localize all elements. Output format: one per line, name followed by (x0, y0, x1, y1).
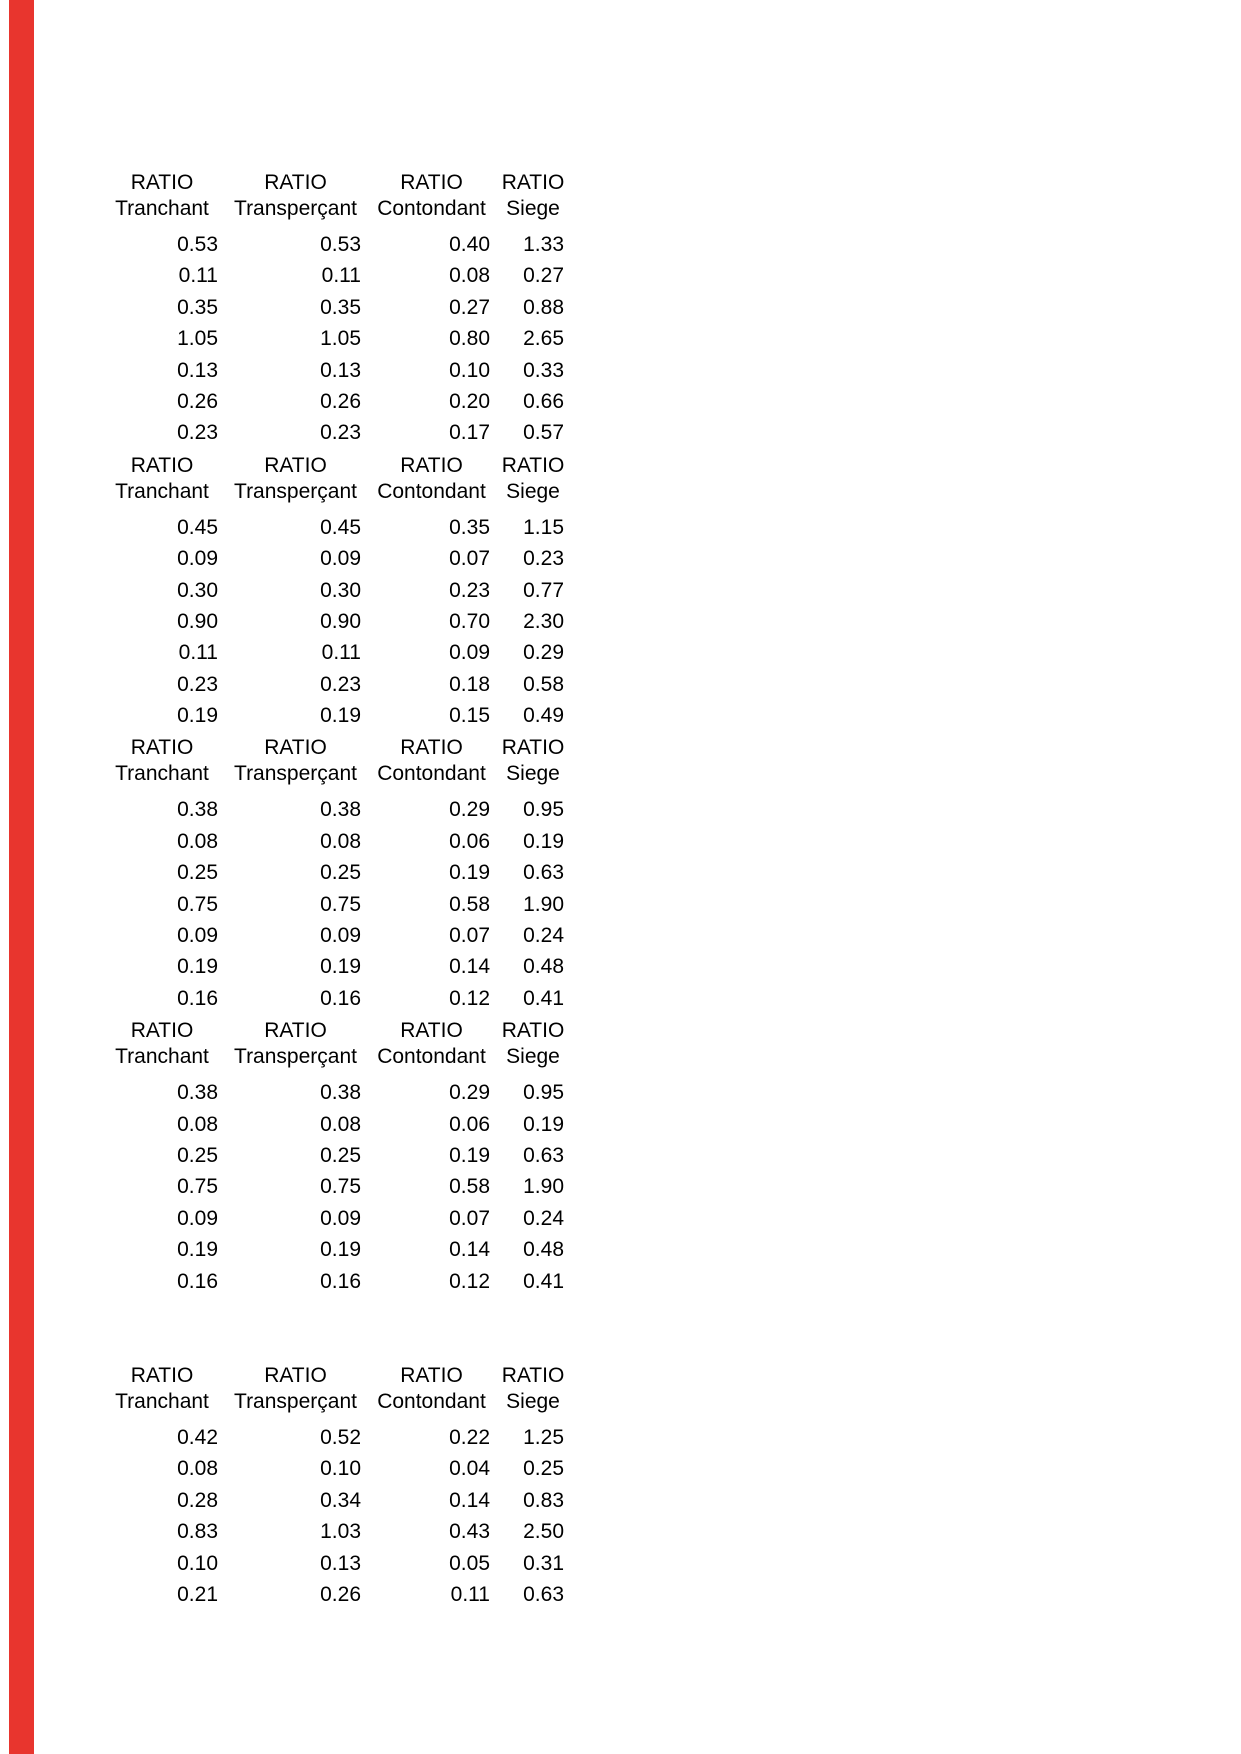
column-header (367, 1363, 496, 1422)
ratio-value-cell: 0.08 (449, 264, 490, 288)
ratio-value-cell: 0.16 (177, 1269, 218, 1293)
ratio-value-cell: 0.09 (449, 641, 490, 665)
column-header-type-label: Contondant (377, 197, 486, 220)
column-header-ratio-label: RATIO (130, 1363, 194, 1387)
ratio-value-cell: 0.19 (320, 704, 361, 728)
ratio-value-cell: 0.75 (177, 892, 218, 916)
ratio-value-cell: 0.90 (177, 609, 218, 633)
ratio-value-cell: 0.07 (449, 547, 490, 571)
ratio-value-cell: 0.45 (320, 515, 361, 539)
ratio-value-cell: 0.19 (449, 861, 490, 885)
ratio-value-cell: 2.50 (523, 1520, 564, 1544)
ratio-value-cell: 0.43 (449, 1520, 490, 1544)
column-header-type-label: Transperçant (234, 762, 357, 786)
ratio-value-cell: 1.05 (320, 327, 361, 351)
ratio-value-cell: 0.34 (320, 1488, 361, 1512)
ratio-table-block (100, 453, 570, 732)
ratio-value-cell: 0.23 (177, 421, 218, 445)
column-header-type-label: Contondant (377, 479, 486, 503)
ratio-value-cell: 0.10 (320, 1457, 361, 1481)
column-header (496, 170, 570, 229)
ratio-value-cell: 0.16 (177, 986, 218, 1010)
column-header-ratio-label: RATIO (501, 736, 565, 760)
ratio-value-cell: 0.26 (320, 389, 361, 413)
column-header-ratio-label: RATIO (130, 736, 194, 760)
ratio-value-cell: 0.35 (449, 515, 490, 539)
column-header (100, 453, 224, 512)
ratio-value-cell: 0.41 (523, 1269, 564, 1293)
ratio-value-cell: 0.88 (523, 295, 564, 319)
ratio-table-block (100, 1018, 570, 1297)
ratio-value-cell: 0.23 (320, 672, 361, 696)
ratio-value-cell: 0.30 (320, 578, 361, 602)
ratio-value-cell: 0.52 (320, 1425, 361, 1449)
ratio-value-cell: 0.29 (449, 1081, 490, 1105)
ratio-value-cell: 0.66 (523, 389, 564, 413)
column-header (100, 1363, 224, 1422)
ratio-value-cell: 0.11 (178, 641, 218, 665)
ratio-value-cell: 0.08 (177, 1112, 218, 1136)
ratio-value-cell: 0.35 (177, 295, 218, 319)
ratio-value-cell: 0.63 (523, 1143, 564, 1167)
column-header-type-label: Transperçant (234, 1045, 357, 1069)
ratio-value-cell: 0.04 (449, 1457, 490, 1481)
column-header-ratio-label: RATIO (264, 453, 327, 477)
ratio-value-cell: 0.17 (449, 421, 490, 445)
column-header (496, 453, 570, 512)
ratio-value-cell: 0.08 (320, 829, 361, 853)
ratio-value-cell: 0.13 (177, 358, 218, 382)
column-header (100, 735, 224, 794)
ratio-value-cell: 0.26 (177, 389, 218, 413)
column-header (100, 170, 224, 229)
ratio-value-cell: 0.24 (523, 1206, 564, 1230)
ratio-value-cell: 0.95 (523, 798, 564, 822)
ratio-value-cell: 0.25 (320, 1143, 361, 1167)
ratio-value-cell: 0.83 (177, 1520, 218, 1544)
ratio-value-cell: 1.05 (177, 327, 218, 351)
column-header-ratio-label: RATIO (264, 1363, 327, 1387)
ratio-value-cell: 0.19 (177, 1238, 218, 1262)
ratio-value-cell: 0.40 (449, 233, 490, 256)
ratio-value-cell: 0.31 (523, 1551, 564, 1575)
column-header (224, 170, 367, 229)
column-header-ratio-label: RATIO (400, 1019, 463, 1043)
ratio-value-cell: 0.38 (320, 1081, 361, 1105)
ratio-value-cell: 0.06 (449, 1112, 490, 1136)
column-header (224, 735, 367, 794)
ratio-value-cell: 1.15 (523, 515, 564, 539)
ratio-value-cell: 0.09 (320, 1206, 361, 1230)
ratio-value-cell: 0.09 (177, 547, 218, 571)
column-header-type-label: Tranchant (115, 479, 209, 503)
ratio-value-cell: 0.07 (449, 924, 490, 948)
ratio-value-cell: 0.42 (177, 1425, 218, 1449)
column-header (496, 735, 570, 794)
ratio-value-cell: 0.09 (177, 1206, 218, 1230)
ratio-value-cell: 0.49 (523, 704, 564, 728)
ratio-value-cell: 0.19 (320, 1238, 361, 1262)
column-header-type-label: Siege (506, 479, 560, 503)
ratio-value-cell: 0.19 (320, 955, 361, 979)
ratio-value-cell: 0.38 (320, 798, 361, 822)
ratio-table-block (100, 735, 570, 1014)
ratio-value-cell: 1.03 (320, 1520, 361, 1544)
ratio-value-cell: 0.58 (449, 892, 490, 916)
ratio-value-cell: 0.38 (177, 798, 218, 822)
ratio-value-cell: 0.75 (320, 1175, 361, 1199)
ratio-value-cell: 0.18 (449, 672, 490, 696)
ratio-value-cell: 0.63 (523, 1582, 564, 1606)
column-header-type-label: Siege (506, 1045, 560, 1069)
ratio-value-cell: 0.63 (523, 861, 564, 885)
ratio-value-cell: 0.83 (523, 1488, 564, 1512)
ratio-value-cell: 0.57 (523, 421, 564, 445)
ratio-value-cell: 0.48 (523, 1238, 564, 1262)
ratio-value-cell: 0.29 (523, 641, 564, 665)
column-header-ratio-label: RATIO (501, 1363, 565, 1387)
ratio-value-cell: 0.11 (321, 641, 361, 665)
ratio-value-cell: 1.90 (523, 1175, 564, 1199)
ratio-value-cell: 0.12 (449, 986, 490, 1010)
column-header-type-label: Transperçant (234, 479, 357, 503)
ratio-value-cell: 1.90 (523, 892, 564, 916)
column-header (496, 1363, 570, 1422)
column-header-ratio-label: RATIO (501, 1019, 565, 1043)
ratio-value-cell: 0.19 (449, 1143, 490, 1167)
column-header-type-label: Contondant (377, 1389, 486, 1413)
ratio-value-cell: 0.27 (523, 264, 564, 288)
column-header-type-label: Transperçant (234, 197, 357, 220)
ratio-value-cell: 0.90 (320, 609, 361, 633)
column-header-type-label: Tranchant (115, 1045, 209, 1069)
column-header (224, 1363, 367, 1422)
ratio-value-cell: 0.21 (177, 1582, 218, 1606)
column-header (367, 1018, 496, 1077)
ratio-value-cell: 0.24 (523, 924, 564, 948)
ratio-value-cell: 0.10 (449, 358, 490, 382)
ratio-value-cell: 0.19 (523, 829, 564, 853)
ratio-value-cell: 0.80 (449, 327, 490, 351)
ratio-value-cell: 0.27 (449, 295, 490, 319)
ratio-value-cell: 0.15 (449, 704, 490, 728)
ratio-value-cell: 0.16 (320, 986, 361, 1010)
ratio-value-cell: 0.19 (177, 704, 218, 728)
ratio-value-cell: 0.30 (177, 578, 218, 602)
ratio-value-cell: 0.23 (320, 421, 361, 445)
ratio-value-cell: 0.41 (523, 986, 564, 1010)
ratio-value-cell: 0.08 (320, 1112, 361, 1136)
ratio-value-cell: 0.26 (320, 1582, 361, 1606)
column-header-ratio-label: RATIO (130, 453, 194, 477)
ratio-value-cell: 0.25 (320, 861, 361, 885)
ratio-value-cell: 0.77 (523, 578, 564, 602)
ratio-value-cell: 0.19 (177, 955, 218, 979)
ratio-value-cell: 1.33 (523, 233, 564, 256)
column-header-ratio-label: RATIO (264, 1019, 327, 1043)
ratio-value-cell: 0.28 (177, 1488, 218, 1512)
ratio-table-block (100, 1363, 570, 1610)
ratio-value-cell: 1.25 (523, 1425, 564, 1449)
ratio-value-cell: 0.38 (177, 1081, 218, 1105)
column-header-type-label: Siege (506, 197, 560, 220)
ratio-value-cell: 0.14 (449, 955, 490, 979)
ratio-value-cell: 0.35 (320, 295, 361, 319)
ratio-value-cell: 0.08 (177, 1457, 218, 1481)
ratio-value-cell: 0.05 (449, 1551, 490, 1575)
ratio-value-cell: 0.95 (523, 1081, 564, 1105)
ratio-value-cell: 0.58 (523, 672, 564, 696)
ratio-value-cell: 0.09 (177, 924, 218, 948)
column-header-ratio-label: RATIO (264, 736, 327, 760)
ratio-value-cell: 0.53 (177, 233, 218, 256)
left-margin-stripe (9, 0, 34, 1754)
ratio-value-cell: 0.12 (449, 1269, 490, 1293)
ratio-value-cell: 0.70 (449, 609, 490, 633)
ratio-value-cell: 0.19 (523, 1112, 564, 1136)
ratio-value-cell: 0.06 (449, 829, 490, 853)
column-header-ratio-label: RATIO (264, 171, 327, 194)
ratio-value-cell: 0.58 (449, 1175, 490, 1199)
column-header-type-label: Tranchant (115, 1389, 209, 1413)
column-header-ratio-label: RATIO (501, 453, 565, 477)
ratio-value-cell: 0.09 (320, 547, 361, 571)
column-header-type-label: Transperçant (234, 1389, 357, 1413)
column-header-ratio-label: RATIO (400, 1363, 463, 1387)
column-header (224, 453, 367, 512)
column-header-ratio-label: RATIO (400, 171, 463, 194)
column-header-type-label: Contondant (377, 1045, 486, 1069)
ratio-tables (100, 170, 570, 1614)
column-header (100, 1018, 224, 1077)
ratio-value-cell: 0.09 (320, 924, 361, 948)
ratio-value-cell: 0.10 (177, 1551, 218, 1575)
ratio-value-cell: 0.23 (523, 547, 564, 571)
ratio-value-cell: 2.30 (523, 609, 564, 633)
ratio-value-cell: 0.45 (177, 515, 218, 539)
ratio-value-cell: 0.16 (320, 1269, 361, 1293)
ratio-value-cell: 0.08 (177, 829, 218, 853)
ratio-value-cell: 0.14 (449, 1238, 490, 1262)
column-header (224, 1018, 367, 1077)
column-header-ratio-label: RATIO (400, 736, 463, 760)
column-header (496, 1018, 570, 1077)
ratio-value-cell: 0.14 (449, 1488, 490, 1512)
ratio-value-cell: 0.11 (450, 1582, 490, 1606)
column-header-type-label: Siege (506, 762, 560, 786)
ratio-value-cell: 0.29 (449, 798, 490, 822)
ratio-value-cell: 0.22 (449, 1425, 490, 1449)
column-header (367, 735, 496, 794)
ratio-value-cell: 0.25 (177, 861, 218, 885)
ratio-value-cell: 0.25 (177, 1143, 218, 1167)
ratio-value-cell: 0.13 (320, 358, 361, 382)
column-header (367, 170, 496, 229)
ratio-value-cell: 0.23 (177, 672, 218, 696)
column-header-type-label: Siege (506, 1389, 560, 1413)
ratio-value-cell: 0.75 (320, 892, 361, 916)
column-header-type-label: Tranchant (115, 197, 209, 220)
ratio-value-cell: 0.23 (449, 578, 490, 602)
ratio-value-cell: 0.25 (523, 1457, 564, 1481)
ratio-value-cell: 2.65 (523, 327, 564, 351)
column-header-type-label: Contondant (377, 762, 486, 786)
column-header-ratio-label: RATIO (130, 1019, 194, 1043)
ratio-value-cell: 0.75 (177, 1175, 218, 1199)
column-header-ratio-label: RATIO (130, 171, 194, 194)
column-header-type-label: Tranchant (115, 762, 209, 786)
column-header (367, 453, 496, 512)
ratio-value-cell: 0.48 (523, 955, 564, 979)
column-header-ratio-label: RATIO (400, 453, 463, 477)
ratio-table-block (100, 170, 570, 449)
ratio-value-cell: 0.20 (449, 389, 490, 413)
ratio-value-cell: 0.53 (320, 233, 361, 256)
ratio-value-cell: 0.07 (449, 1206, 490, 1230)
column-header-ratio-label: RATIO (501, 171, 565, 194)
ratio-value-cell: 0.11 (321, 264, 361, 288)
ratio-value-cell: 0.11 (178, 264, 218, 288)
ratio-value-cell: 0.33 (523, 358, 564, 382)
ratio-value-cell: 0.13 (320, 1551, 361, 1575)
